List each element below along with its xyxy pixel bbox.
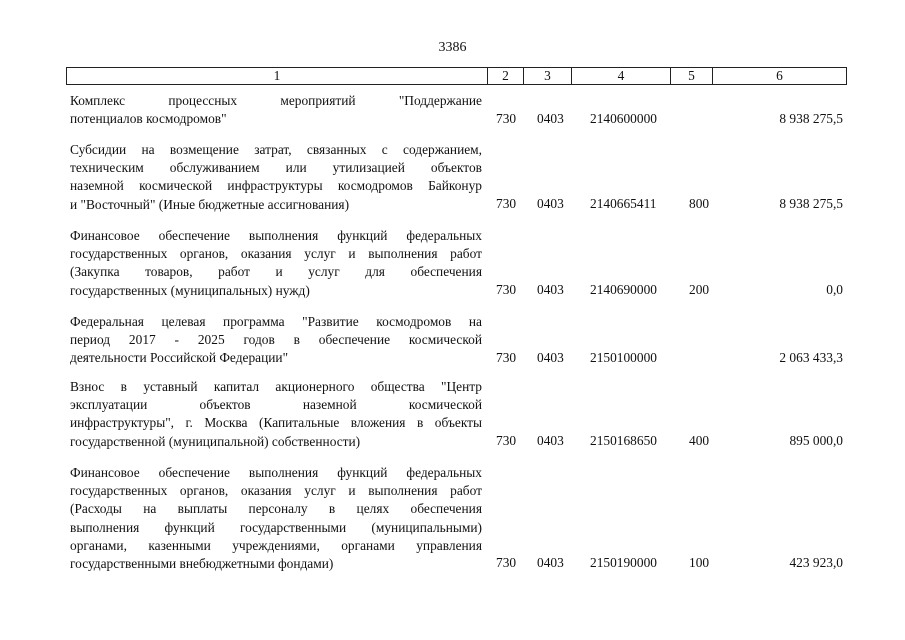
target-code: 2150100000 xyxy=(590,350,657,365)
description-line: органами, казенными учреждениями, органами управления xyxy=(70,537,482,553)
section-code: 0403 xyxy=(537,433,564,448)
table-row xyxy=(0,141,905,213)
section-code: 0403 xyxy=(537,555,564,570)
table-row xyxy=(0,464,905,572)
amount: 8 938 275,5 xyxy=(779,111,843,126)
expense-type: 200 xyxy=(689,282,710,297)
table-row xyxy=(0,313,905,367)
description-line: инфраструктуры", г. Москва (Капитальные вложения в объекты xyxy=(70,415,482,431)
description-line: государственными внебюджетными фондами) xyxy=(70,556,334,572)
table-row xyxy=(0,227,905,299)
description-line: Финансовое обеспечение выполнения функций федеральных xyxy=(70,228,482,243)
description-line: Субсидии на возмещение затрат, связанных с содержанием, xyxy=(70,142,482,157)
description-line: Взнос в уставный капитал акционерного общества "Центр xyxy=(70,379,482,394)
header-col-1: 1 xyxy=(67,68,488,84)
section-code: 0403 xyxy=(537,196,564,211)
description-line: наземной космической инфраструктуры космодромов Байконур xyxy=(70,178,482,194)
admin-code: 730 xyxy=(496,111,517,126)
description-line: и "Восточный" (Иные бюджетные ассигнования) xyxy=(70,196,350,212)
amount: 2 063 433,3 xyxy=(779,350,843,365)
admin-code: 730 xyxy=(496,282,517,297)
description-line: период 2017 - 2025 годов в обеспечение космической xyxy=(70,332,482,348)
target-code: 2140665411 xyxy=(590,196,657,211)
description-line: (Расходы на выплаты персоналу в целях обеспечения xyxy=(70,501,482,517)
description-line: Федеральная целевая программа "Развитие космодромов на xyxy=(70,314,482,329)
expense-type: 800 xyxy=(689,196,710,211)
row-description xyxy=(70,464,482,573)
row-description xyxy=(70,141,482,214)
description-line: выполнения функций государственными (муниципальными) xyxy=(70,519,482,535)
amount: 0,0 xyxy=(826,282,843,297)
description-line: Финансовое обеспечение выполнения функций федеральных xyxy=(70,465,482,480)
description-line: государственных органов, оказания услуг и выполнения работ xyxy=(70,483,482,499)
row-description xyxy=(70,378,482,451)
header-col-3: 3 xyxy=(524,68,572,84)
amount: 423 923,0 xyxy=(789,555,843,570)
target-code: 2140600000 xyxy=(590,111,657,126)
admin-code: 730 xyxy=(496,350,517,365)
target-code: 2150190000 xyxy=(590,555,657,570)
description-line: государственных (муниципальных) нужд) xyxy=(70,282,310,298)
admin-code: 730 xyxy=(496,196,517,211)
section-code: 0403 xyxy=(537,282,564,297)
description-line: государственных органов, оказания услуг и выполнения работ xyxy=(70,246,482,262)
page-number: 3386 xyxy=(438,40,467,55)
table-header xyxy=(66,67,847,85)
row-description xyxy=(70,227,482,300)
header-col-6: 6 xyxy=(776,68,783,83)
table-row xyxy=(0,92,905,128)
amount: 8 938 275,5 xyxy=(779,196,843,211)
section-code: 0403 xyxy=(537,350,564,365)
expense-type: 400 xyxy=(689,433,710,448)
target-code: 2140690000 xyxy=(590,282,657,297)
header-col-4: 4 xyxy=(572,68,671,84)
description-line: Комплекс процессных мероприятий "Поддержание xyxy=(70,93,482,108)
amount: 895 000,0 xyxy=(789,433,843,448)
row-description xyxy=(70,313,482,368)
header-col-5: 5 xyxy=(671,68,713,84)
description-line: (Закупка товаров, работ и услуг для обеспечения xyxy=(70,264,482,280)
description-line: техническим обслуживанием или утилизацией объектов xyxy=(70,160,482,176)
target-code: 2150168650 xyxy=(590,433,657,448)
expense-type: 100 xyxy=(689,555,710,570)
description-line: государственной (муниципальной) собственности) xyxy=(70,433,361,449)
admin-code: 730 xyxy=(496,555,517,570)
table-row xyxy=(0,378,905,450)
description-line: эксплуатации объектов наземной космической xyxy=(70,397,482,413)
admin-code: 730 xyxy=(496,433,517,448)
description-line: потенциалов космодромов" xyxy=(70,111,227,127)
row-description xyxy=(70,92,482,128)
section-code: 0403 xyxy=(537,111,564,126)
header-col-2: 2 xyxy=(488,68,524,84)
description-line: деятельности Российской Федерации" xyxy=(70,350,289,366)
